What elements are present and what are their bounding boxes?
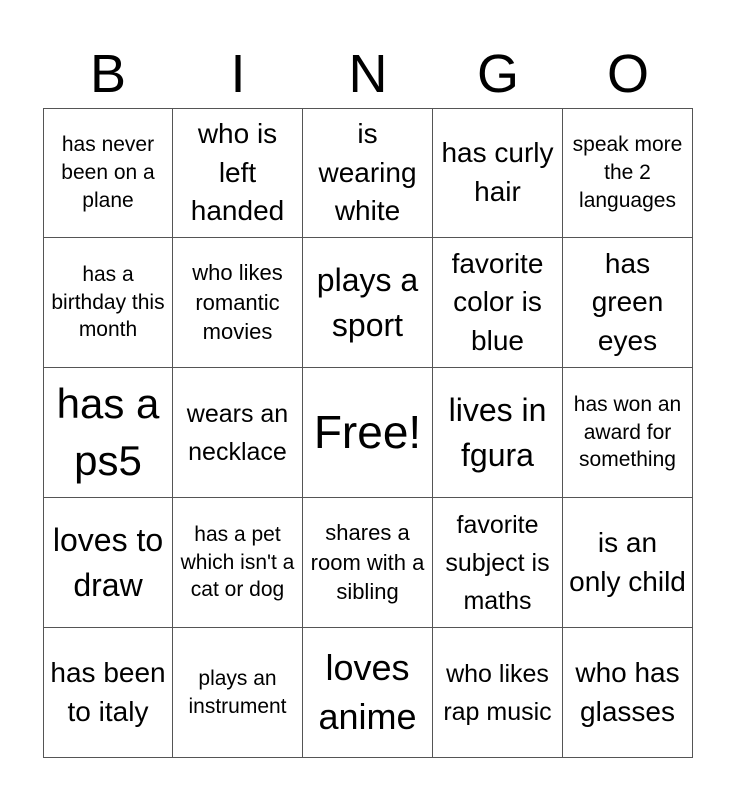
bingo-cell[interactable]: has green eyes [563, 238, 693, 368]
bingo-cell[interactable]: lives in fgura [433, 368, 563, 498]
bingo-cell[interactable]: loves anime [303, 628, 433, 758]
bingo-cell[interactable]: is wearing white [303, 108, 433, 238]
bingo-cell[interactable]: has never been on a plane [43, 108, 173, 238]
bingo-cell[interactable]: has been to italy [43, 628, 173, 758]
header-letter-o: O [606, 44, 649, 104]
bingo-cell[interactable]: wears an necklace [173, 368, 303, 498]
bingo-cell[interactable]: is an only child [563, 498, 693, 628]
header-letter-i: I [230, 44, 246, 104]
free-space-cell[interactable]: Free! [303, 368, 433, 498]
bingo-cell[interactable]: has a birthday this month [43, 238, 173, 368]
bingo-cell[interactable]: has curly hair [433, 108, 563, 238]
bingo-cell[interactable]: plays an instrument [173, 628, 303, 758]
bingo-cell[interactable]: plays a sport [303, 238, 433, 368]
bingo-cell[interactable]: who likes rap music [433, 628, 563, 758]
bingo-cell[interactable]: speak more the 2 languages [563, 108, 693, 238]
bingo-header [43, 40, 693, 108]
bingo-cell[interactable]: who likes romantic movies [173, 238, 303, 368]
bingo-cell[interactable]: has won an award for something [563, 368, 693, 498]
bingo-cell[interactable]: who has glasses [563, 628, 693, 758]
header-letter-n: N [348, 44, 388, 104]
bingo-cell[interactable]: shares a room with a sibling [303, 498, 433, 628]
bingo-cell[interactable]: who is left handed [173, 108, 303, 238]
bingo-cell[interactable]: has a pet which isn't a cat or dog [173, 498, 303, 628]
bingo-cell[interactable]: favorite color is blue [433, 238, 563, 368]
bingo-board [43, 108, 693, 758]
header-letter-g: G [476, 44, 519, 104]
bingo-cell[interactable]: favorite subject is maths [433, 498, 563, 628]
bingo-cell[interactable]: loves to draw [43, 498, 173, 628]
header-letter-b: B [89, 44, 127, 104]
bingo-cell[interactable]: has a ps5 [43, 368, 173, 498]
